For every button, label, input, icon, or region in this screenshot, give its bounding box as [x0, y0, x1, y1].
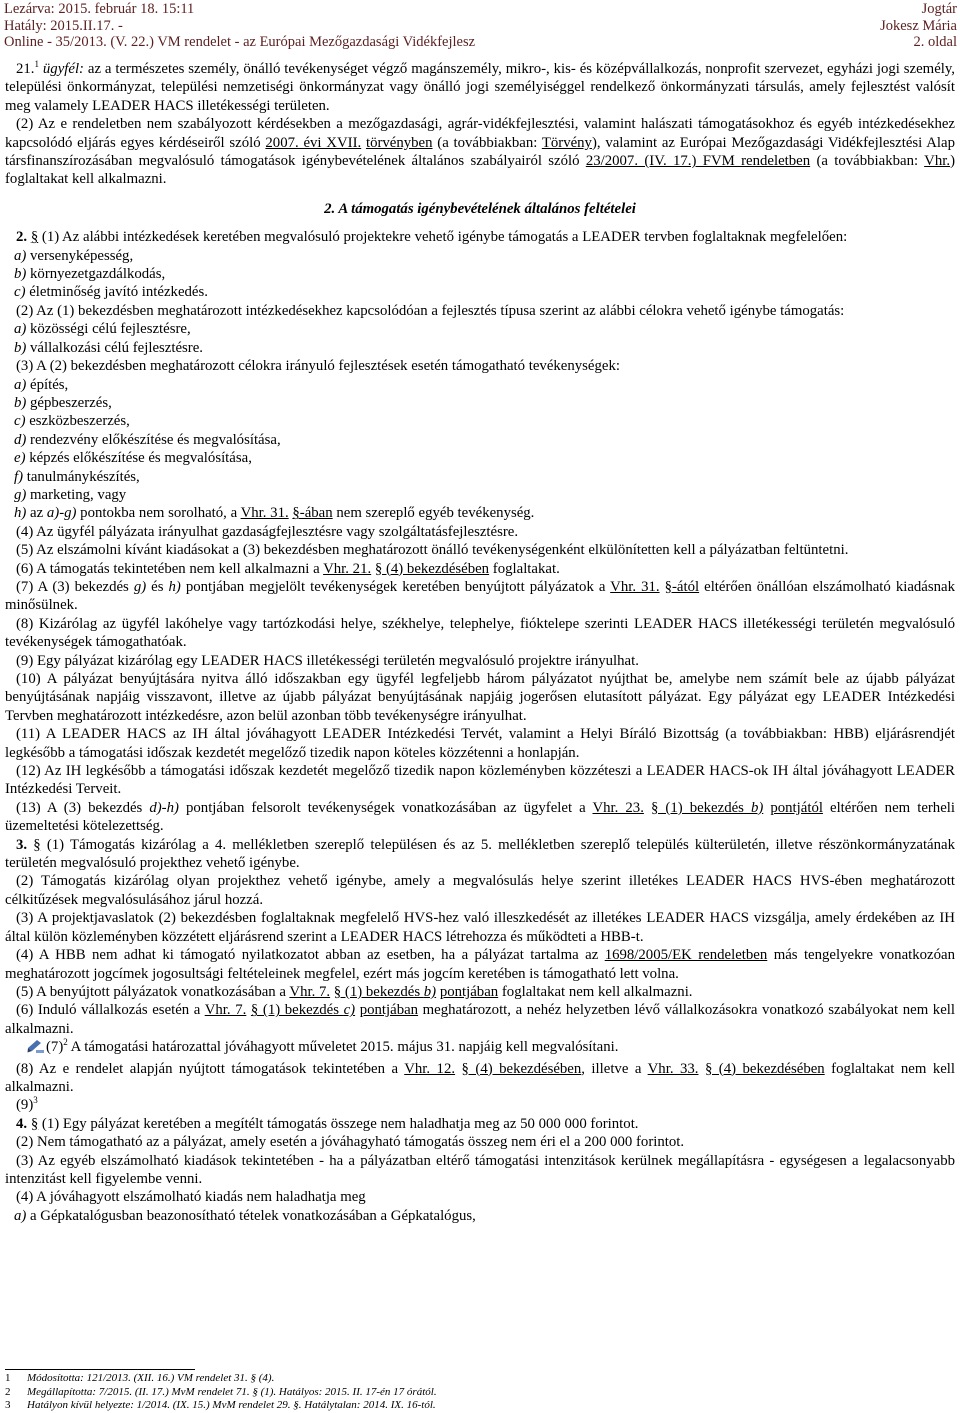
list-item [5, 1207, 955, 1225]
law-link[interactable]: Vhr. 33. [647, 1060, 699, 1077]
item-text: építés, [26, 376, 69, 393]
item-text: nem szereplő egyéb tevékenység. [332, 505, 535, 522]
list-item [5, 339, 955, 357]
law-link[interactable]: § (4) bekezdésében [374, 560, 490, 577]
footnote-number: 3 [5, 1399, 11, 1411]
footnote-3 [5, 1399, 437, 1413]
section-2-para-10: (10) A pályázat benyújtására nyitva álló időszakban egy ügyfél legfeljebb három pályázatot nyújthat be, amelybe nem számít bele az újabb pályázat benyújtásának napjáig visszavont, illetve az újabb pályázat benyújtásának napjáig jogerősen elutasított pályázat. Egy pályázat egy LEADER Intézkedési Tervben meghatározott intézkedésre, azon belül azonban több tevékenységre irányulhat. [5, 671, 955, 724]
section-2-para-8: (8) Kizárólag az ügyfél lakóhelye vagy tartózkodási helye, székhelye, telephelye, fióktelepe szerinti LEADER HACS illetékességi területén megvalósuló tevékenységek támogathatóak. [5, 615, 955, 651]
item-text: környezetgazdálkodás, [26, 266, 166, 283]
para-text: és [146, 578, 169, 595]
list-item [5, 412, 955, 430]
section-number: 3. [16, 836, 28, 853]
footnote-number: 2 [5, 1385, 11, 1398]
item-ref: a)-g) [46, 505, 77, 522]
term: ügyfél: [42, 61, 84, 77]
list-purposes [5, 320, 955, 357]
para-text: foglaltakat nem kell alkalmazni. [5, 1060, 956, 1095]
item-label: g) [14, 486, 27, 503]
para-text: ), valamint az Európai Mezőgazdasági Vidékfejlesztési Alap társfinanszírozásában megvalósuló támogatások igénybevételének általános szabályairól szóló [5, 134, 955, 170]
link-text: c) [343, 1002, 356, 1019]
header-effective: Hatály: 2015.II.17. - [4, 17, 123, 34]
law-link[interactable]: Törvény [541, 134, 592, 151]
item-label: a) [14, 376, 27, 393]
item-text: eszközbeszerzés, [25, 413, 130, 430]
footnote-ref-1[interactable]: 1 [34, 59, 39, 70]
footnote-ref-2[interactable]: 2 [63, 1037, 68, 1048]
list-item [5, 320, 955, 338]
section-2-para-5: (5) Az elszámolni kívánt kiadásokat a (3) bekezdésben meghatározott önálló tevékenységenként elkülönítetten kell a pályázatban feltüntetni. [16, 542, 849, 559]
para-text: pontjában felsorolt tevékenységek vonatkozásában az ügyfelet a [178, 799, 593, 816]
item-text: a Gépkatalógusban beazonosítható tételek vonatkozásában a Gépkatalógus, [26, 1207, 476, 1224]
footnote-text: Hatályon kívül helyezte: 1/2014. (IX. 15.) MvM rendelet 29. §. Hatálytalan: 2014. IX. 16-tól. [27, 1399, 436, 1411]
footnote-1 [5, 1372, 437, 1386]
point-text: az a természetes személy, önálló tevékenységet végző magánszemély, mikro-, kis- és középvállalkozás, nonprofit szervezet, egyházi jogi személy, települési önkormányzat, települési nemzetiségi önkormányzat vagy önálló jogi személyiséggel rendelkező önkormányzati társulás, amely fejlesztést valósít meg valamely LEADER HACS illetékességi területen. [5, 61, 956, 114]
para-text: ) foglaltakat kell alkalmazni. [5, 153, 955, 188]
law-link[interactable] [651, 800, 763, 816]
link-text: b) [423, 983, 437, 1000]
section-title: 2. A támogatás igénybevételének általános feltételei [324, 200, 636, 217]
law-link[interactable]: § (4) bekezdésében [704, 1060, 825, 1077]
section-sign-link[interactable]: § [33, 836, 41, 853]
para-text: (a továbbiakban: [432, 134, 542, 151]
section-2-para-13 [5, 799, 955, 836]
law-link[interactable] [334, 984, 436, 1000]
para-text: (4) A HBB nem adhat ki támogató nyilatkozatot abban az esetben, ha a pályázat tartalma az [16, 947, 605, 964]
para-text: meghatározott, a nehéz helyzetben lévő vállalkozásokra vonatkozó szabályokat nem kell alkalmazni. [5, 1002, 955, 1037]
section-2-para-6 [5, 560, 955, 578]
law-link[interactable]: Vhr. 7. [204, 1002, 247, 1019]
section-3-para-4 [5, 946, 955, 983]
item-text: tanulmánykészítés, [23, 468, 140, 485]
link-text: § (1) bekezdés [333, 983, 424, 1000]
section-2-para-1 [5, 228, 955, 246]
law-link[interactable]: Vhr. 21. [323, 560, 372, 577]
para-text: (9) [16, 1097, 34, 1114]
document-body [5, 60, 955, 1225]
item-label: b) [14, 339, 27, 356]
header-page-number: 2. oldal [913, 34, 957, 50]
section-3-para-2: (2) Támogatás kizárólag olyan projekthez vehető igénybe, amely a megvalósulás helye szerint illetékes LEADER HACS HVS-ében meghatározott célkitűzések megvalósulásához járul hozzá. [5, 873, 955, 908]
section-1-para-2 [5, 115, 955, 189]
list-item [5, 504, 955, 522]
item-text: rendezvény előkészítése és megvalósítása, [26, 431, 281, 448]
para-text: A támogatási határozattal jóváhagyott műveletet 2015. május 31. napjáig kell megvalósítani. [67, 1039, 619, 1056]
section-2-para-9: (9) Egy pályázat kizárólag egy LEADER HACS illetékességi területén megvalósuló projektre irányulhat. [16, 652, 639, 669]
para-text: (5) A benyújtott pályázatok vonatkozásában a [16, 983, 290, 1000]
footnote-2 [5, 1386, 437, 1400]
law-link[interactable]: törvényben [365, 134, 433, 151]
item-label: a) [14, 1207, 27, 1224]
para-text: , illetve a [581, 1060, 648, 1077]
law-link[interactable]: Vhr. 31. [240, 505, 289, 522]
space [644, 800, 651, 816]
item-text: életminőség javító intézkedés. [25, 284, 208, 301]
list-item [5, 449, 955, 467]
law-link[interactable]: pontjától [770, 799, 823, 816]
section-3-para-7 [5, 1038, 955, 1059]
list-item [5, 468, 955, 486]
section-2-para-3: (3) A (2) bekezdésben meghatározott célokra irányuló fejlesztések esetén támogatható tevékenységek: [16, 358, 620, 375]
item-ref: g) [133, 578, 147, 595]
item-text: az [26, 505, 47, 522]
link-text: b) [750, 799, 764, 816]
law-link[interactable]: Vhr. [924, 153, 951, 170]
item-text: marketing, vagy [26, 486, 127, 503]
section-4-para-2: (2) Nem támogatható az a pályázat, amely esetén a jóváhagyható támogatás összeg nem éri el a 200 000 forintot. [16, 1134, 685, 1151]
item-ref: h) [168, 578, 181, 595]
item-text: versenyképesség, [26, 247, 134, 264]
item-label: h) [14, 505, 27, 522]
footnotes [5, 1372, 437, 1413]
law-link[interactable]: 23/2007. (IV. 17.) FVM rendeletben [585, 153, 811, 170]
section-2-para-11: (11) A LEADER HACS az IH által jóváhagyott LEADER Intézkedési Tervét, valamint a Helyi Bíráló Bizottság (a továbbiakban: HBB) eljárásrendjét legkésőbb a támogatási időszak kezdetét megelőző tizedik napon köteles közzétenni a honlapján. [5, 726, 955, 761]
list-item [5, 283, 955, 301]
para-text: eltérően önállóan elszámolható kiadásnak minősülnek. [5, 578, 955, 614]
list-item [5, 486, 955, 504]
law-link[interactable] [251, 1002, 355, 1018]
law-link[interactable]: Vhr. 12. [404, 1060, 456, 1077]
item-ref: d)-h) [149, 799, 179, 816]
law-link[interactable]: 1698/2005/EK rendeletben [604, 947, 768, 964]
para-text: (1) Támogatás kizárólag a 4. mellékletben szereplő településen és az 5. mellékletben szereplő település külterületén, illetve részönkormányzatának területén megvalósuló projekthez vehető igénybe. [5, 836, 955, 872]
section-number: 4. [16, 1115, 28, 1132]
law-link[interactable]: Vhr. 7. [289, 983, 331, 1000]
section-3-para-9 [5, 1096, 955, 1114]
item-label: b) [14, 266, 27, 283]
header-left [4, 1, 475, 51]
section-number: 2. [16, 229, 28, 246]
list-measures [5, 247, 955, 302]
list-item [5, 394, 955, 412]
item-label: a) [14, 321, 27, 338]
para-text: (13) A (3) bekezdés [16, 799, 150, 816]
pencil-note-icon[interactable] [16, 1038, 44, 1059]
law-link[interactable]: § (4) bekezdésében [461, 1060, 582, 1077]
header-document-title: Online - 35/2013. (V. 22.) VM rendelet - az Európai Mezőgazdasági Vidékfejlesz [4, 34, 476, 50]
section-sign-link[interactable]: § [30, 1115, 39, 1132]
section-3-para-3: (3) A projektjavaslatok (2) bekezdésben foglaltaknak megfelelő HVS-hez való illeszkedését az illetékes LEADER HACS vizsgálja, amely érdekében az IH által külön közleményben közzétett eljárásrend szerint a LEADER HACS létrehozza és működteti a HBB-t. [5, 910, 955, 945]
section-4-para-4: (4) A jóváhagyott elszámolható kiadás nem haladhatja meg [16, 1189, 366, 1206]
section-3-para-1 [5, 836, 955, 873]
item-label: b) [14, 394, 27, 411]
para-text: (1) Az alábbi intézkedések keretében megvalósuló projektekre vehető igénybe támogatás a LEADER tervben foglaltaknak megfelelően: [38, 229, 848, 246]
para-text: (7) A (3) bekezdés [16, 578, 134, 595]
item-text: vállalkozási célú fejlesztésre. [26, 339, 203, 356]
para-text: (6) Induló vállalkozás esetén a [16, 1002, 205, 1019]
footnote-number: 1 [5, 1372, 11, 1384]
para-text: foglaltakat nem kell alkalmazni. [498, 983, 693, 1000]
item-label: c) [14, 413, 26, 430]
point-number: 21. [16, 61, 35, 77]
para-text: eltérően nem terheli üzemeltetési kötelezettség. [5, 799, 955, 835]
item-label: c) [14, 284, 26, 301]
item-text: közösségi célú fejlesztésre, [26, 321, 191, 338]
para-text: (7) [46, 1039, 64, 1056]
list-item [5, 247, 955, 265]
footnote-ref-3[interactable]: 3 [33, 1095, 38, 1106]
law-link[interactable]: §-ától [664, 578, 700, 595]
para-text: (1) Egy pályázat keretében a megítélt támogatás összege nem haladhatja meg az 50 000 000 forintot. [38, 1115, 639, 1132]
item-label: e) [14, 450, 26, 467]
item-label: f) [14, 468, 24, 485]
list-activities [5, 376, 955, 523]
para-text: (a továbbiakban: [810, 153, 925, 170]
item-label: d) [14, 431, 27, 448]
point-21 [5, 60, 955, 115]
section-3-para-6 [5, 1001, 955, 1038]
header-right [880, 1, 957, 51]
section-2-para-4: (4) Az ügyfél pályázata irányulhat gazdaságfejlesztésre vagy szolgáltatásfejlesztésre. [16, 523, 519, 540]
list-item [5, 376, 955, 394]
para-text: más tengelyekre vonatkozóan meghatározott jogcímek jogosultsági feltételeinek megfelel, ezért más jogcím keretében is támogatható lett volna. [5, 947, 955, 982]
item-text: képzés előkészítése és megvalósítása, [25, 450, 252, 467]
item-text: pontokba nem sorolható, a [76, 505, 241, 522]
law-link[interactable]: Vhr. 31. [610, 578, 660, 595]
section-2-para-2: (2) Az (1) bekezdésben meghatározott intézkedésekhez kapcsolódóan a fejlesztés típusa szerint az alábbi célokra vehető igénybe támogatás: [16, 302, 845, 319]
law-link[interactable]: §-ában [292, 505, 333, 522]
section-sign-link[interactable]: § [30, 229, 39, 246]
header-product: Jogtár [921, 1, 957, 17]
list-item [5, 431, 955, 449]
footnote-text: Megállapította: 7/2015. (II. 17.) MvM rendelet 71. § (1). Hatályos: 2015. II. 17-én 17 órától. [27, 1385, 437, 1398]
header-user: Jokesz Mária [880, 17, 957, 34]
para-text: (6) A támogatás tekintetében nem kell alkalmazni a [16, 560, 324, 577]
section-2-para-12: (12) Az IH legkésőbb a támogatási időszak kezdetét megelőző tizedik napon közleményben közzéteszi a LEADER HACS-ok IH által jóváhagyott LEADER Intézkedési Terveit. [5, 763, 955, 798]
link-text: § (1) bekezdés [650, 799, 751, 816]
law-link[interactable]: pontjában [439, 983, 499, 1000]
section-3-para-8 [5, 1060, 955, 1097]
law-link[interactable]: Vhr. 23. [592, 799, 644, 816]
section-3-para-5 [5, 983, 955, 1001]
section-4-para-3: (3) Az egyéb elszámolható kiadások tekintetében - ha a pályázatban eltérő támogatási intenzitások kerülnek megállapításra - egységesen a legalacsonyabb intenzitást kell figyelembe venni. [5, 1152, 955, 1187]
law-link[interactable]: pontjában [359, 1002, 419, 1019]
item-text: gépbeszerzés, [26, 394, 112, 411]
section-4-para-1 [5, 1115, 955, 1133]
para-text: foglaltakat. [489, 560, 560, 577]
footnote-divider [5, 1369, 195, 1370]
para-text: (8) Az e rendelet alapján nyújtott támogatások tekintetében a [16, 1060, 405, 1077]
list-item [5, 265, 955, 283]
section-2-para-7 [5, 578, 955, 615]
link-text: § (1) bekezdés [250, 1002, 344, 1019]
footnote-text: Módosította: 121/2013. (XII. 16.) VM rendelet 31. § (4). [27, 1372, 275, 1384]
page-header [0, 0, 960, 48]
header-lock-date: Lezárva: 2015. február 18. 15:11 [4, 1, 195, 17]
para-text: pontjában megjelölt tevékenységek keretében benyújtott pályázatok a [180, 578, 611, 595]
para-text: (2) Az e rendeletben nem szabályozott kérdésekben a mezőgazdasági, agrár-vidékfejlesztési, valamint halászati támogatásokhoz és egyéb intézkedésekhez kapcsolódó eljárás egyes kérdéseiről szóló [5, 116, 955, 151]
item-label: a) [14, 247, 27, 264]
law-link[interactable]: 2007. évi XVII. [265, 134, 362, 151]
